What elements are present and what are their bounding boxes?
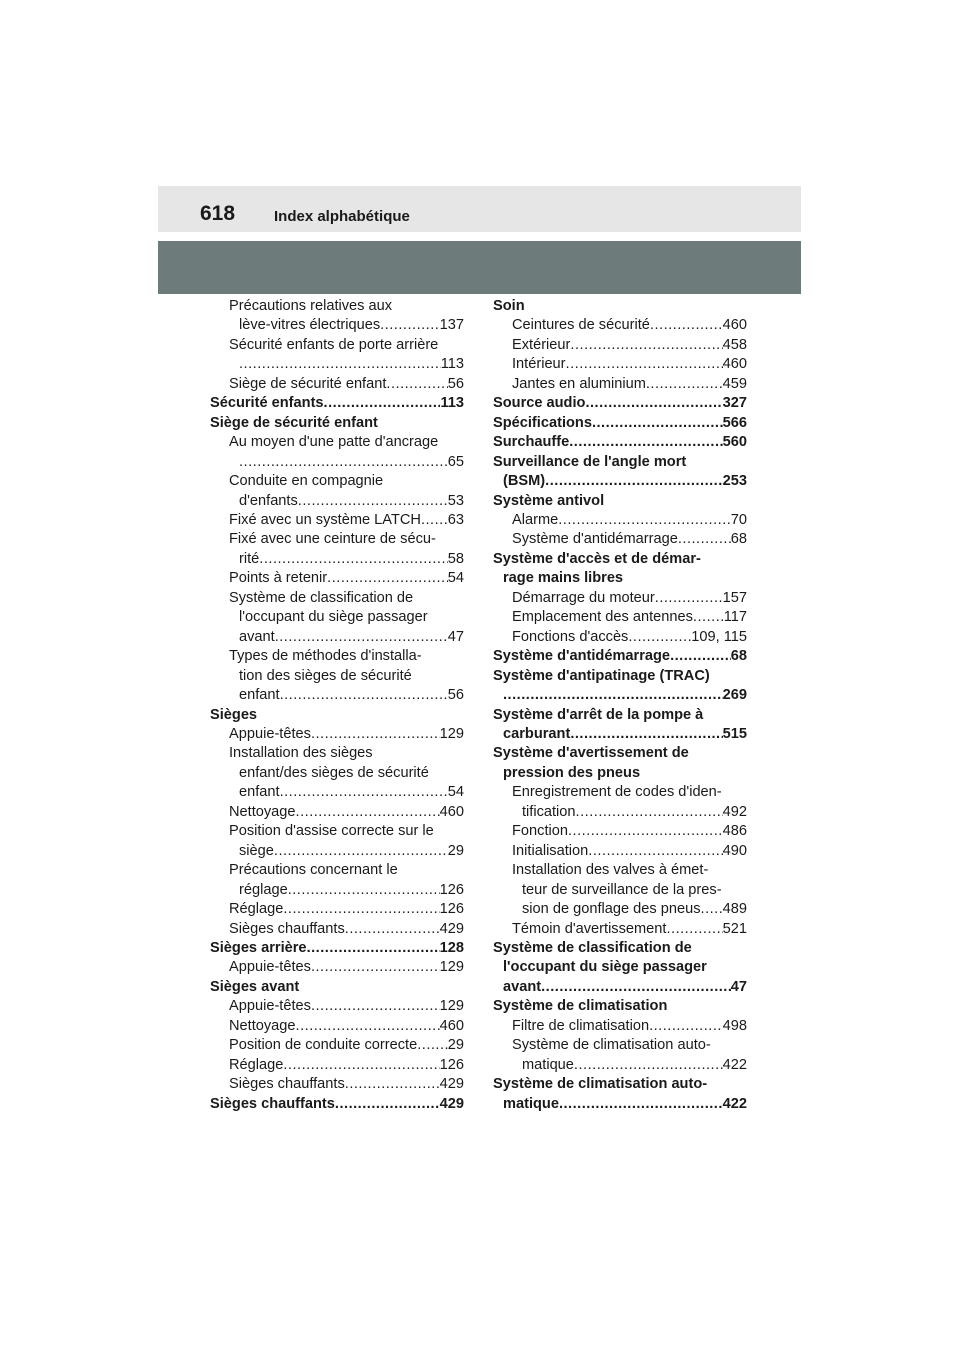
index-heading — [493, 569, 747, 588]
dot-leader — [576, 803, 723, 822]
page-reference[interactable]: 54 — [447, 570, 464, 587]
index-entry — [210, 861, 464, 880]
index-entry-text: Extérieur — [512, 336, 571, 353]
index-entry — [210, 1036, 464, 1055]
index-entry-text: Sièges chauffants — [229, 1076, 345, 1093]
index-entry-text: Sièges chauffants — [210, 1095, 335, 1112]
index-entry — [210, 725, 464, 744]
index-entry-text: Fonctions d'accès — [512, 628, 629, 645]
index-entry — [210, 647, 464, 666]
index-entry — [493, 628, 747, 647]
index-entry-text: rage mains libres — [503, 570, 624, 587]
index-heading — [493, 997, 747, 1016]
index-entry-text: Sécurité enfants — [210, 395, 324, 412]
index-entry-text: Sécurité enfants de porte arrière — [229, 336, 439, 353]
index-entry-text: Système d'avertissement de — [493, 745, 689, 762]
index-heading — [493, 297, 747, 316]
index-entry-text: avant — [503, 978, 542, 995]
dot-leader — [283, 900, 439, 919]
page-reference[interactable]: 53 — [447, 492, 464, 509]
index-heading — [493, 744, 747, 763]
dot-leader — [307, 939, 440, 958]
dot-leader — [569, 433, 722, 452]
page-reference[interactable]: 47 — [447, 628, 464, 645]
index-heading — [493, 978, 747, 997]
index-entry — [210, 511, 464, 530]
index-entry — [210, 375, 464, 394]
index-entry — [210, 764, 464, 783]
index-entry-text: Installation des sièges — [229, 745, 373, 762]
index-entry — [493, 1017, 747, 1036]
dot-leader — [335, 1095, 440, 1114]
index-heading — [493, 686, 747, 705]
page-reference[interactable]: 65 — [447, 453, 464, 470]
dot-leader — [693, 608, 724, 627]
page-reference[interactable]: 422 — [722, 1056, 747, 1073]
dot-leader — [628, 628, 691, 647]
index-entry — [210, 472, 464, 491]
index-entry-text: Siège de sécurité enfant — [229, 375, 387, 392]
index-entry — [210, 316, 464, 335]
dot-leader — [311, 997, 440, 1016]
page-reference[interactable]: 129 — [439, 998, 464, 1015]
index-entry — [210, 744, 464, 763]
index-entry-text: Intérieur — [512, 356, 566, 373]
index-entry-text: Sièges chauffants — [229, 920, 345, 937]
index-entry-text: teur de surveillance de la pres- — [522, 881, 722, 898]
index-heading — [493, 414, 747, 433]
index-entry — [210, 686, 464, 705]
index-entry-text: l'occupant du siège passager — [239, 609, 428, 626]
page-reference[interactable]: 490 — [722, 842, 747, 859]
dot-leader — [592, 414, 723, 433]
index-entry-text: matique — [503, 1095, 559, 1112]
dot-leader — [275, 628, 448, 647]
index-entry-text: Emplacement des antennes — [512, 609, 693, 626]
index-entry-text: Source audio — [493, 395, 586, 412]
dot-leader — [558, 511, 731, 530]
index-entry-text: enfant — [239, 784, 280, 801]
page-reference[interactable]: 422 — [722, 1095, 747, 1112]
index-entry-text: Sièges arrière — [210, 939, 307, 956]
index-entry-text: Appuie-têtes — [229, 725, 311, 742]
index-heading — [493, 958, 747, 977]
index-entry — [493, 336, 747, 355]
dot-leader — [296, 803, 440, 822]
index-entry — [493, 842, 747, 861]
index-entry-text: Réglage — [229, 901, 284, 918]
page-reference[interactable]: 137 — [439, 317, 464, 334]
page-reference[interactable]: 126 — [439, 1056, 464, 1073]
index-entry-text: tion des sièges de sécurité — [239, 667, 412, 684]
index-entry-text: Enregistrement de codes d'iden- — [512, 784, 722, 801]
index-entry-text: Système de climatisation auto- — [512, 1037, 711, 1054]
index-entry — [210, 822, 464, 841]
index-entry — [210, 550, 464, 569]
index-heading — [493, 725, 747, 744]
dot-leader — [288, 881, 440, 900]
index-entry-text: Points à retenir — [229, 570, 328, 587]
index-heading — [493, 472, 747, 491]
index-entry — [210, 530, 464, 549]
page-reference[interactable]: 29 — [447, 842, 464, 859]
dot-leader — [650, 316, 723, 335]
dot-leader — [324, 394, 441, 413]
index-entry — [493, 316, 747, 335]
dot-leader — [380, 316, 440, 335]
index-entry-text: Système d'arrêt de la pompe à — [493, 706, 704, 723]
dot-leader — [311, 958, 440, 977]
index-entry-text: Système d'antipatinage (TRAC) — [493, 667, 710, 684]
index-entry-text: l'occupant du siège passager — [503, 959, 707, 976]
index-entry-text: Nettoyage — [229, 1017, 296, 1034]
index-entry-text: Au moyen d'une patte d'ancrage — [229, 434, 439, 451]
index-entry-text: avant — [239, 628, 275, 645]
dot-leader — [574, 1056, 723, 1075]
index-entry — [493, 375, 747, 394]
index-entry-text: Alarme — [512, 511, 559, 528]
page-reference[interactable]: 68 — [730, 648, 747, 665]
dot-leader — [678, 530, 731, 549]
index-entry-text: enfant/des sièges de sécurité — [239, 764, 429, 781]
index-entry — [493, 608, 747, 627]
index-entry-text: Installation des valves à émet- — [512, 862, 709, 879]
index-heading — [210, 414, 464, 433]
dot-leader — [345, 920, 440, 939]
dot-leader — [274, 842, 448, 861]
index-heading — [493, 706, 747, 725]
dot-leader — [259, 550, 447, 569]
index-entry-text: Types de méthodes d'installa- — [229, 648, 422, 665]
section-title: Index alphabétique — [274, 208, 410, 225]
index-entry-text: Système de climatisation auto- — [493, 1076, 708, 1093]
index-entry-text: Surveillance de l'angle mort — [493, 453, 687, 470]
index-entry — [493, 900, 747, 919]
index-entry-text: Précautions relatives aux — [229, 298, 393, 314]
dot-leader — [503, 686, 723, 705]
page-number: 618 — [200, 202, 236, 225]
index-entry-text: Conduite en compagnie — [229, 473, 384, 490]
page-reference[interactable]: 70 — [730, 511, 747, 528]
dot-leader — [646, 375, 723, 394]
index-entry — [210, 958, 464, 977]
page-reference[interactable]: 129 — [439, 725, 464, 742]
page-reference[interactable]: 56 — [447, 687, 464, 704]
index-entry — [210, 997, 464, 1016]
index-entry — [210, 1056, 464, 1075]
index-entry — [210, 589, 464, 608]
index-entry-text: (BSM) — [503, 473, 546, 490]
dot-leader — [566, 355, 723, 374]
section-tab-band — [158, 241, 801, 294]
index-entry — [210, 355, 464, 374]
index-entry-text: siège — [239, 842, 274, 859]
index-entry — [210, 803, 464, 822]
index-entry — [493, 803, 747, 822]
dot-leader — [666, 920, 722, 939]
page-reference[interactable]: 429 — [439, 920, 464, 937]
index-entry — [210, 453, 464, 472]
index-entry — [210, 628, 464, 647]
dot-leader — [655, 589, 723, 608]
index-heading — [493, 1075, 747, 1094]
index-entry — [493, 589, 747, 608]
page-reference[interactable]: 515 — [722, 725, 747, 742]
header-bar — [158, 186, 801, 232]
page-reference[interactable]: 489 — [722, 901, 747, 918]
index-entry — [210, 920, 464, 939]
index-entry-text: Position de conduite correcte — [229, 1037, 418, 1054]
index-entry-text: enfant — [239, 687, 280, 704]
index-entry-text: tification — [522, 803, 576, 820]
index-entry-text: carburant — [503, 725, 571, 742]
page-reference[interactable]: 68 — [730, 531, 747, 548]
index-entry-text: Système d'accès et de démar- — [493, 550, 701, 567]
dot-leader — [327, 569, 448, 588]
index-entry-text: Soin — [493, 298, 525, 314]
dot-leader — [296, 1017, 440, 1036]
index-heading — [493, 667, 747, 686]
page-reference[interactable]: 253 — [722, 473, 747, 490]
index-entry-text: Fixé avec un système LATCH — [229, 511, 421, 528]
index-entry-text: sion de gonflage des pneus — [522, 901, 701, 918]
page-reference[interactable]: 58 — [447, 550, 464, 567]
dot-leader — [588, 842, 722, 861]
index-entry-text: Réglage — [229, 1056, 284, 1073]
page-reference[interactable]: 460 — [722, 317, 747, 334]
index-entry-text: Fonction — [512, 823, 568, 840]
index-entry — [210, 433, 464, 452]
dot-leader — [417, 1036, 448, 1055]
index-entry-text: Filtre de climatisation — [512, 1017, 650, 1034]
index-entry — [210, 667, 464, 686]
dot-leader — [570, 336, 722, 355]
page-reference[interactable]: 566 — [722, 414, 747, 431]
index-heading — [210, 394, 464, 413]
index-entry — [493, 1036, 747, 1055]
dot-leader — [239, 453, 448, 472]
page-reference[interactable]: 129 — [439, 959, 464, 976]
page-reference[interactable]: 126 — [439, 881, 464, 898]
page-reference[interactable]: 460 — [439, 803, 464, 820]
index-entry-text: matique — [522, 1056, 574, 1073]
index-entry — [210, 297, 464, 316]
index-entry — [493, 861, 747, 880]
page-reference[interactable]: 492 — [722, 803, 747, 820]
index-entry-text: Siège de sécurité enfant — [210, 414, 378, 431]
index-entry-text: Nettoyage — [229, 803, 296, 820]
index-entry — [210, 783, 464, 802]
index-entry — [210, 842, 464, 861]
index-entry-text: Sièges avant — [210, 978, 300, 995]
page-reference[interactable]: 269 — [722, 687, 747, 704]
index-entry-text: Sièges — [210, 706, 258, 723]
page-reference[interactable]: 498 — [722, 1017, 747, 1034]
index-heading — [493, 394, 747, 413]
index-entry — [210, 1075, 464, 1094]
dot-leader — [280, 783, 448, 802]
page-reference[interactable]: 29 — [447, 1037, 464, 1054]
page-reference[interactable]: 157 — [722, 589, 747, 606]
index-heading — [493, 550, 747, 569]
index-entry — [210, 881, 464, 900]
index-heading — [493, 764, 747, 783]
index-entry — [493, 783, 747, 802]
index-heading — [493, 433, 747, 452]
page-reference[interactable]: 521 — [722, 920, 747, 937]
dot-leader — [670, 647, 731, 666]
page-reference[interactable]: 63 — [447, 511, 464, 528]
index-entry — [493, 530, 747, 549]
index-column-left — [210, 297, 464, 1114]
index-entry-text: réglage — [239, 881, 288, 898]
dot-leader — [280, 686, 448, 705]
index-entry-text: Système de climatisation — [493, 998, 668, 1015]
index-entry — [210, 492, 464, 511]
index-entry-text: Fixé avec une ceinture de sécu- — [229, 531, 436, 548]
page-reference[interactable]: 117 — [723, 609, 747, 626]
index-entry-text: lève-vitres électriques — [239, 317, 381, 334]
index-entry-text: Jantes en aluminium — [512, 375, 646, 392]
dot-leader — [585, 394, 722, 413]
index-entry-text: d'enfants — [239, 492, 298, 509]
dot-leader — [421, 511, 448, 530]
index-entry — [210, 900, 464, 919]
page-reference[interactable]: 126 — [439, 901, 464, 918]
page-reference[interactable]: 113 — [440, 395, 464, 412]
page-reference[interactable]: 459 — [722, 375, 747, 392]
index-entry-text: Surchauffe — [493, 434, 570, 451]
page-reference[interactable]: 486 — [722, 823, 747, 840]
index-heading — [493, 647, 747, 666]
index-entry-text: Ceintures de sécurité — [512, 317, 650, 334]
index-entry — [210, 1017, 464, 1036]
dot-leader — [568, 822, 723, 841]
index-entry-text: Position d'assise correcte sur le — [229, 823, 434, 840]
page-reference[interactable]: 429 — [439, 1076, 464, 1093]
index-heading — [493, 453, 747, 472]
index-column-right — [493, 297, 747, 1114]
index-entry — [210, 608, 464, 627]
page-reference[interactable]: 460 — [439, 1017, 464, 1034]
page-reference[interactable]: 460 — [722, 356, 747, 373]
page-reference[interactable]: 128 — [439, 939, 464, 956]
page-reference[interactable]: 109, 115 — [691, 628, 747, 645]
page-reference[interactable]: 113 — [440, 356, 464, 373]
index-heading — [493, 1095, 747, 1114]
index-entry — [493, 355, 747, 374]
page-reference[interactable]: 56 — [447, 375, 464, 392]
index-entry — [493, 920, 747, 939]
dot-leader — [701, 900, 723, 919]
index-entry — [493, 511, 747, 530]
index-entry — [493, 822, 747, 841]
page-reference[interactable]: 429 — [439, 1095, 464, 1112]
index-entry — [210, 569, 464, 588]
index-heading — [210, 939, 464, 958]
index-entry-text: Système de classification de — [229, 589, 414, 606]
index-entry-text: Témoin d'avertissement — [512, 920, 667, 937]
index-entry-text: rité — [239, 550, 260, 567]
index-heading — [493, 939, 747, 958]
index-entry-text: Spécifications — [493, 414, 592, 431]
page-reference[interactable]: 560 — [722, 434, 747, 451]
dot-leader — [345, 1075, 440, 1094]
dot-leader — [386, 375, 447, 394]
index-entry-text: Initialisation — [512, 842, 589, 859]
index-heading — [210, 1095, 464, 1114]
index-entry-text: Appuie-têtes — [229, 998, 311, 1015]
index-entry — [493, 1056, 747, 1075]
dot-leader — [298, 492, 448, 511]
index-heading — [493, 492, 747, 511]
dot-leader — [311, 725, 440, 744]
dot-leader — [283, 1056, 439, 1075]
index-entry — [210, 336, 464, 355]
index-entry-text: Système d'antidémarrage — [493, 648, 671, 665]
page-reference[interactable]: 47 — [730, 978, 747, 995]
index-entry — [493, 881, 747, 900]
page-reference[interactable]: 54 — [447, 784, 464, 801]
index-entry-text: pression des pneus — [503, 764, 641, 781]
index-entry-text: Système d'antidémarrage — [512, 531, 678, 548]
index-entry-text: Démarrage du moteur — [512, 589, 655, 606]
page-reference[interactable]: 327 — [722, 395, 747, 412]
dot-leader — [239, 355, 441, 374]
index-entry-text: Appuie-têtes — [229, 959, 311, 976]
index-entry-text: Système antivol — [493, 492, 605, 509]
index-heading — [210, 706, 464, 725]
index-heading — [210, 978, 464, 997]
dot-leader — [541, 978, 731, 997]
dot-leader — [545, 472, 722, 491]
page-reference[interactable]: 458 — [722, 336, 747, 353]
dot-leader — [559, 1095, 723, 1114]
index-entry-text: Système de classification de — [493, 939, 692, 956]
index-entry-text: Précautions concernant le — [229, 862, 398, 879]
dot-leader — [649, 1017, 723, 1036]
dot-leader — [570, 725, 722, 744]
